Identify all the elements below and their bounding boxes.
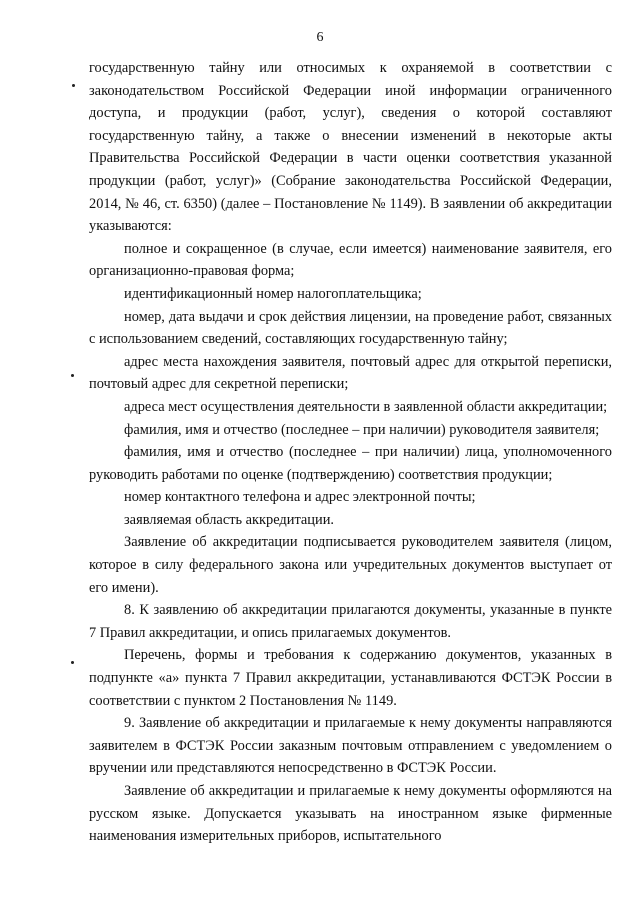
paragraph: номер контактного телефона и адрес электронной почты; <box>124 489 476 506</box>
paragraph: фамилия, имя и отчество (последнее – при наличии) лица, уполномоченного руководить работами по оценке (подтверждению) соответствия продукции; <box>89 444 612 483</box>
paragraph: фамилия, имя и отчество (последнее – при наличии) руководителя заявителя; <box>124 421 600 438</box>
paragraph: государственную тайну или относимых к охраняемой в соответствии с законодательством Российской Федерации иной информации ограниченного доступа, и продукции (работ, услуг), сведения о которой составляют государственную тайну, а также о внесении изменений в некоторые акты Правительства Российской Федерации в части оценки соответствия указанной продукции (работ, услуг)» (Собрание законодательства Российской Федерации, 2014, № 46, ст. 6350) (далее – Постановление № 1149). В заявлении об аккредитации указываются: <box>89 60 612 235</box>
paragraph: номер, дата выдачи и срок действия лицензии, на проведение работ, связанных с использованием сведений, составляющих государственную тайну; <box>89 308 612 348</box>
paragraph: Заявление об аккредитации и прилагаемые к нему документы оформляются на русском языке. Допускается указывать на иностранном языке фирменные наименования измерительных приборов, испытательного <box>89 783 612 845</box>
paragraph: Заявление об аккредитации подписывается руководителем заявителя (лицом, которое в силу федерального закона или учредительных документов выступает от его имени). <box>89 534 612 596</box>
paragraph: идентификационный номер налогоплательщика; <box>124 285 422 302</box>
paragraph: полное и сокращенное (в случае, если имеется) наименование заявителя, его организационно-правовая форма; <box>89 240 612 280</box>
paragraph: заявляемая область аккредитации. <box>124 511 334 528</box>
scan-mark <box>71 661 74 664</box>
scan-mark <box>71 374 74 377</box>
paragraph: Перечень, формы и требования к содержанию документов, указанных в подпункте «а» пункта 7 Правил аккредитации, устанавливаются ФСТЭК России в соответствии с пунктом 2 Постановления № 1149. <box>89 647 612 709</box>
page-number: 6 <box>316 30 324 45</box>
document-body <box>89 57 612 848</box>
paragraph: адрес места нахождения заявителя, почтовый адрес для открытой переписки, почтовый адрес для секретной переписки; <box>89 353 612 393</box>
scan-mark <box>72 84 75 87</box>
paragraph: 8. К заявлению об аккредитации прилагаются документы, указанные в пункте 7 Правил аккредитации, и опись прилагаемых документов. <box>89 602 612 641</box>
paragraph: адреса мест осуществления деятельности в заявленной области аккредитации; <box>124 398 608 415</box>
paragraph: 9. Заявление об аккредитации и прилагаемые к нему документы направляются заявителем в ФСТЭК России заказным почтовым отправлением с уведомлением о вручении или представляются непосредственно в ФСТЭК России. <box>89 715 612 777</box>
